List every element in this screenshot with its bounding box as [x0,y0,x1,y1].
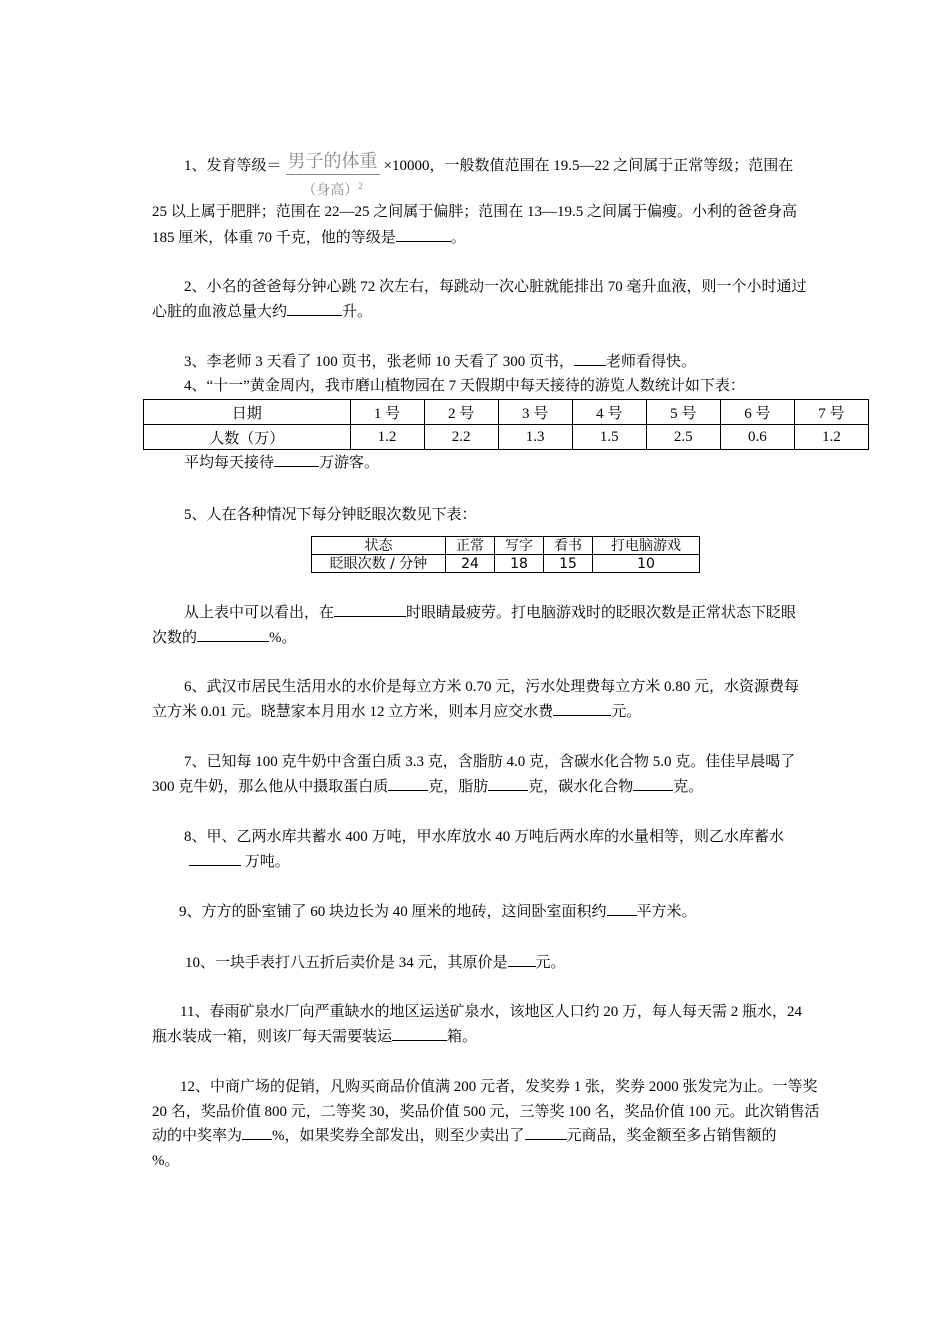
table-cell: 1.5 [572,425,646,450]
table-cell: 打电脑游戏 [593,537,700,555]
q6-line1: 6、武汉市居民生活用水的水价是每立方米 0.70 元，污水处理费每立方米 0.80 元，水资源费每 [184,679,800,695]
table-cell: 1 号 [350,400,424,425]
q3-line: 3、李老师 3 天看了 100 页书，张老师 10 天看了 300 页书， 老师看得快。 [184,350,894,374]
q12-sales-blank[interactable] [525,1125,567,1140]
q8-answer-blank[interactable] [189,851,241,866]
q2-line1: 2、小名的爸爸每分钟心跳 72 次左右，每跳动一次心脏就能排出 70 毫升血液，则一个小时通过 [184,279,807,295]
q1-answer-blank[interactable] [396,227,451,242]
q9-line: 9、方方的卧室铺了 60 块边长为 40 厘米的地砖，这间卧室面积约 平方米。 [179,900,889,924]
visitor-table [143,399,869,450]
q7-line1: 7、已知每 100 克牛奶中含蛋白质 3.3 克，含脂肪 4.0 克，含碳水化合物 5.0 克。佳佳早晨喝了 [184,754,796,770]
q1-line2: 25 以上属于肥胖；范围在 22—25 之间属于偏胖；范围在 13—19.5 之间属于偏瘦。小利的爸爸身高 [152,204,798,220]
table-cell: 2.2 [424,425,498,450]
q1-line1-text: ×10000，一般数值范围在 19.5—22 之间属于正常等级；范围在 [383,157,794,174]
q7-line2: 300 克牛奶，那么他从中摄取蛋白质 克，脂肪 克，碳水化合物 克。 [152,775,862,799]
q12-rate-blank[interactable] [242,1125,272,1140]
table-cell: 1.2 [794,425,868,450]
q6-answer-blank[interactable] [553,701,611,716]
q12-line2: 20 名，奖品价值 800 元，二等奖 30，奖品价值 500 元，三等奖 100 名，奖品价值 100 元。此次销售活 [152,1104,820,1120]
q9-answer-blank[interactable] [607,901,637,916]
table-cell: 0.6 [720,425,794,450]
q1-line3: 185 厘米，体重 70 千克，他的等级是 。 [152,226,862,250]
q3-answer-blank[interactable] [574,351,606,366]
table-cell: 看书 [544,537,593,555]
table-cell: 10 [593,555,700,573]
q12-line4: %。 [152,1153,180,1169]
table-cell: 18 [495,555,544,573]
table-header-row [144,400,869,425]
table-row [312,555,700,573]
q6-line2: 立方米 0.01 元。晓慧家本月用水 12 立方米，则本月应交水费 元。 [152,700,862,724]
table-cell: 眨眼次数 / 分钟 [312,555,446,573]
q8-line1: 8、甲、乙两水库共蓄水 400 万吨，甲水库放水 40 万吨后两水库的水量相等，则乙水库蓄水 [184,829,785,845]
q10-line: 10、一块手表打八五折后卖价是 34 元，其原价是 元。 [185,951,895,975]
q10-answer-blank[interactable] [508,952,536,967]
table-cell: 日期 [144,400,351,425]
table-cell: 24 [446,555,495,573]
q5-line1: 从上表中可以看出，在 时眼睛最疲劳。打电脑游戏时的眨眼次数是正常状态下眨眼 [184,601,894,625]
table-row [144,425,869,450]
q2-line2: 心脏的血液总量大约 升。 [152,300,862,324]
table-cell: 7 号 [794,400,868,425]
q1-prefix: 1、发育等级＝ [184,157,282,174]
q1-formula-fraction [286,150,380,203]
q12-line1: 12、中商广场的促销，凡购买商品价值满 200 元者，发奖券 1 张，奖券 2000 张发完为止。一等奖 [180,1079,818,1095]
q8-line2: 万吨。 [189,850,899,874]
table-cell: 15 [544,555,593,573]
table-cell: 人数（万） [144,425,351,450]
table-cell: 2 号 [424,400,498,425]
table-cell: 2.5 [646,425,720,450]
table-cell: 状态 [312,537,446,555]
q5-answer-blank-1[interactable] [334,602,406,617]
table-cell: 3 号 [498,400,572,425]
table-cell: 6 号 [720,400,794,425]
q5-intro: 5、人在各种情况下每分钟眨眼次数见下表： [184,507,477,523]
q1-numerator: 男子的体重 [286,150,380,175]
q11-line2: 瓶水装成一箱，则该厂每天需要装运 箱。 [152,1025,862,1049]
table-cell: 4 号 [572,400,646,425]
blink-table [311,536,700,573]
q12-line3: 动的中奖率为 %，如果奖券全部发出，则至少卖出了 元商品，奖金额至多占销售额的 [152,1124,862,1148]
q5-line2: 次数的 %。 [152,626,862,650]
q4-intro: 4、“十一”黄金周内，我市磨山植物园在 7 天假期中每天接待的游览人数统计如下表： [184,378,745,394]
q1-denominator: （身高）$^2$ [302,181,363,199]
table-cell: 1.2 [350,425,424,450]
q7-carb-blank[interactable] [633,776,673,791]
q7-protein-blank[interactable] [388,776,428,791]
q4-answer-blank[interactable] [274,452,319,467]
table-cell: 写字 [495,537,544,555]
q5-answer-blank-2[interactable] [197,627,269,642]
q7-fat-blank[interactable] [488,776,528,791]
q11-line1: 11、春雨矿泉水厂向严重缺水的地区运送矿泉水，该地区人口约 20 万，每人每天需 2 瓶水，24 [180,1004,802,1020]
q11-answer-blank[interactable] [392,1026,447,1041]
q2-answer-blank[interactable] [287,301,342,316]
table-cell: 1.3 [498,425,572,450]
q1-line1 [184,140,894,199]
table-cell: 5 号 [646,400,720,425]
table-cell: 正常 [446,537,495,555]
table-header-row [312,537,700,555]
q4-answer-line: 平均每天接待 万游客。 [184,451,894,475]
